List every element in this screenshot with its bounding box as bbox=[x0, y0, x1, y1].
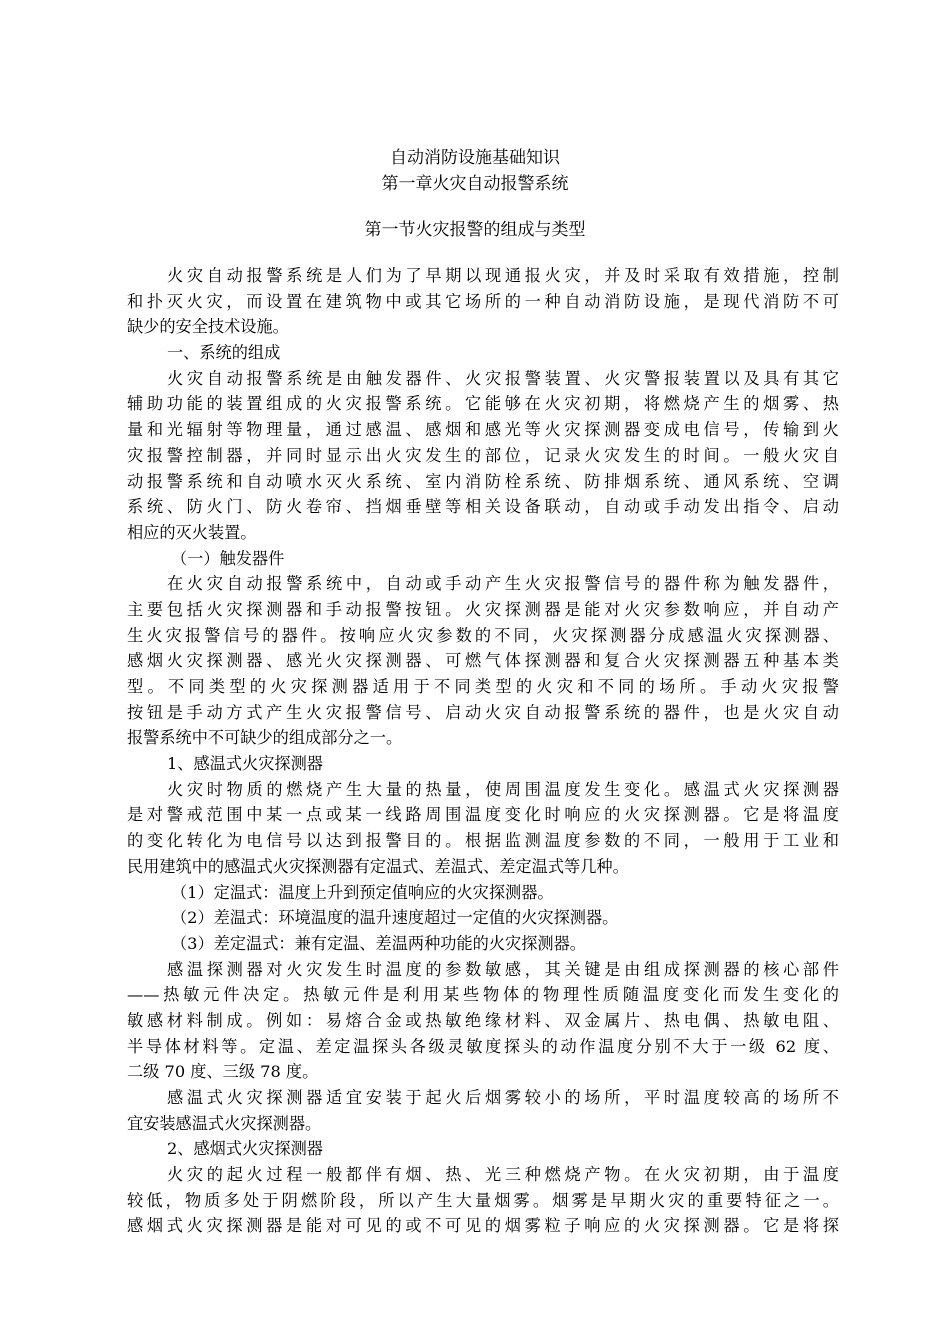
text-line: 民用建筑中的感温式火灾探测器有定温式、差温式、差定温式等几种。 bbox=[127, 856, 629, 876]
text-line: 缺少的安全技术设施。 bbox=[127, 317, 289, 337]
text-line: 感烟火灾探测器、感光火灾探测器、可燃气体探测器和复合火灾探测器五种基本类 bbox=[127, 651, 839, 671]
chapter-heading: 第一章火灾自动报警系统 bbox=[381, 174, 569, 194]
document-title: 自动消防设施基础知识 bbox=[390, 148, 560, 168]
text-line: 按钮是手动方式产生火灾报警信号、启动火灾自动报警系统的器件，也是火灾自动 bbox=[127, 702, 839, 722]
text-line: 和扑灭火灾，而设置在建筑物中或其它场所的一种自动消防设施，是现代消防不可 bbox=[127, 291, 839, 311]
text-line: 的变化转化为电信号以达到报警目的。根据监测温度参数的不同，一般用于工业和 bbox=[127, 831, 839, 851]
text-line: 宜安装感温式火灾探测器。 bbox=[127, 1113, 322, 1133]
text-line: 相应的灭火装置。 bbox=[127, 522, 257, 542]
text-line: 半导体材料等。定温、差定温探头各级灵敏度探头的动作温度分别不大于一级 62 度、 bbox=[127, 1036, 839, 1056]
text-line: 是对警戒范围中某一点或某一线路周围温度变化时响应的火灾探测器。它是将温度 bbox=[127, 805, 839, 825]
text-line: （3）差定温式：兼有定温、差温两种功能的火灾探测器。 bbox=[171, 933, 586, 953]
section-heading: 第一节火灾报警的组成与类型 bbox=[364, 220, 586, 240]
text-line: 火灾自动报警系统是由触发器件、火灾报警装置、火灾警报装置以及具有其它 bbox=[167, 368, 839, 388]
text-line: 2、感烟式火灾探测器 bbox=[167, 1139, 323, 1159]
text-line: 灾报警控制器，并同时显示出火灾发生的部位，记录火灾发生的时间。一般火灾自 bbox=[127, 445, 839, 465]
text-line: 辅助功能的装置组成的火灾报警系统。它能够在火灾初期，将燃烧产生的烟雾、热 bbox=[127, 394, 839, 414]
text-line: 一、系统的组成 bbox=[167, 343, 281, 363]
text-line: 二级 70 度、三级 78 度。 bbox=[127, 1062, 319, 1082]
text-line: 在火灾自动报警系统中，自动或手动产生火灾报警信号的器件称为触发器件， bbox=[167, 574, 839, 594]
text-line: 型。不同类型的火灾探测器适用于不同类型的火灾和不同的场所。手动火灾报警 bbox=[127, 677, 839, 696]
text-line: 感烟式火灾探测器是能对可见的或不可见的烟雾粒子响应的火灾探测器。它是将探 bbox=[127, 1216, 839, 1236]
text-line: 敏感材料制成。例如：易熔合金或热敏绝缘材料、双金属片、热电偶、热敏电阻、 bbox=[127, 1010, 839, 1030]
text-line: 感温式火灾探测器适宜安装于起火后烟雾较小的场所，平时温度较高的场所不 bbox=[167, 1088, 839, 1107]
text-line: 火灾时物质的燃烧产生大量的热量，使周围温度发生变化。感温式火灾探测器 bbox=[167, 779, 839, 799]
text-line: 1、感温式火灾探测器 bbox=[167, 754, 323, 774]
text-line: 火灾的起火过程一般都伴有烟、热、光三种燃烧产物。在火灾初期，由于温度 bbox=[167, 1165, 839, 1185]
text-line: 火灾自动报警系统是人们为了早期以现通报火灾，并及时采取有效措施，控制 bbox=[167, 266, 839, 285]
text-line: 动报警系统和自动喷水灭火系统、室内消防栓系统、防排烟系统、通风系统、空调 bbox=[127, 471, 839, 491]
text-line: 系统、防火门、防火卷帘、挡烟垂壁等相关设备联动，自动或手动发出指令、启动 bbox=[127, 497, 839, 517]
text-line: 量和光辐射等物理量，通过感温、感烟和感光等火灾探测器变成电信号，传输到火 bbox=[127, 420, 839, 440]
text-line: （1）定温式：温度上升到预定值响应的火灾探测器。 bbox=[171, 882, 554, 902]
text-line: 主要包括火灾探测器和手动报警按钮。火灾探测器是能对火灾参数响应，并自动产 bbox=[127, 599, 839, 619]
text-line: 报警系统中不可缺少的组成部分之一。 bbox=[127, 728, 403, 748]
text-line: （2）差温式：环境温度的温升速度超过一定值的火灾探测器。 bbox=[171, 908, 619, 928]
text-line: 较低，物质多处于阴燃阶段，所以产生大量烟雾。烟雾是早期火灾的重要特征之一。 bbox=[127, 1190, 839, 1210]
text-line: 感温探测器对火灾发生时温度的参数敏感，其关键是由组成探测器的核心部件 bbox=[167, 959, 839, 979]
text-line: 生火灾报警信号的器件。按响应火灾参数的不同，火灾探测器分成感温火灾探测器、 bbox=[127, 625, 839, 645]
text-line: （一）触发器件 bbox=[171, 548, 285, 568]
body-text bbox=[127, 263, 839, 1239]
text-line: ——热敏元件决定。热敏元件是利用某些物体的物理性质随温度变化而发生变化的 bbox=[127, 985, 839, 1005]
